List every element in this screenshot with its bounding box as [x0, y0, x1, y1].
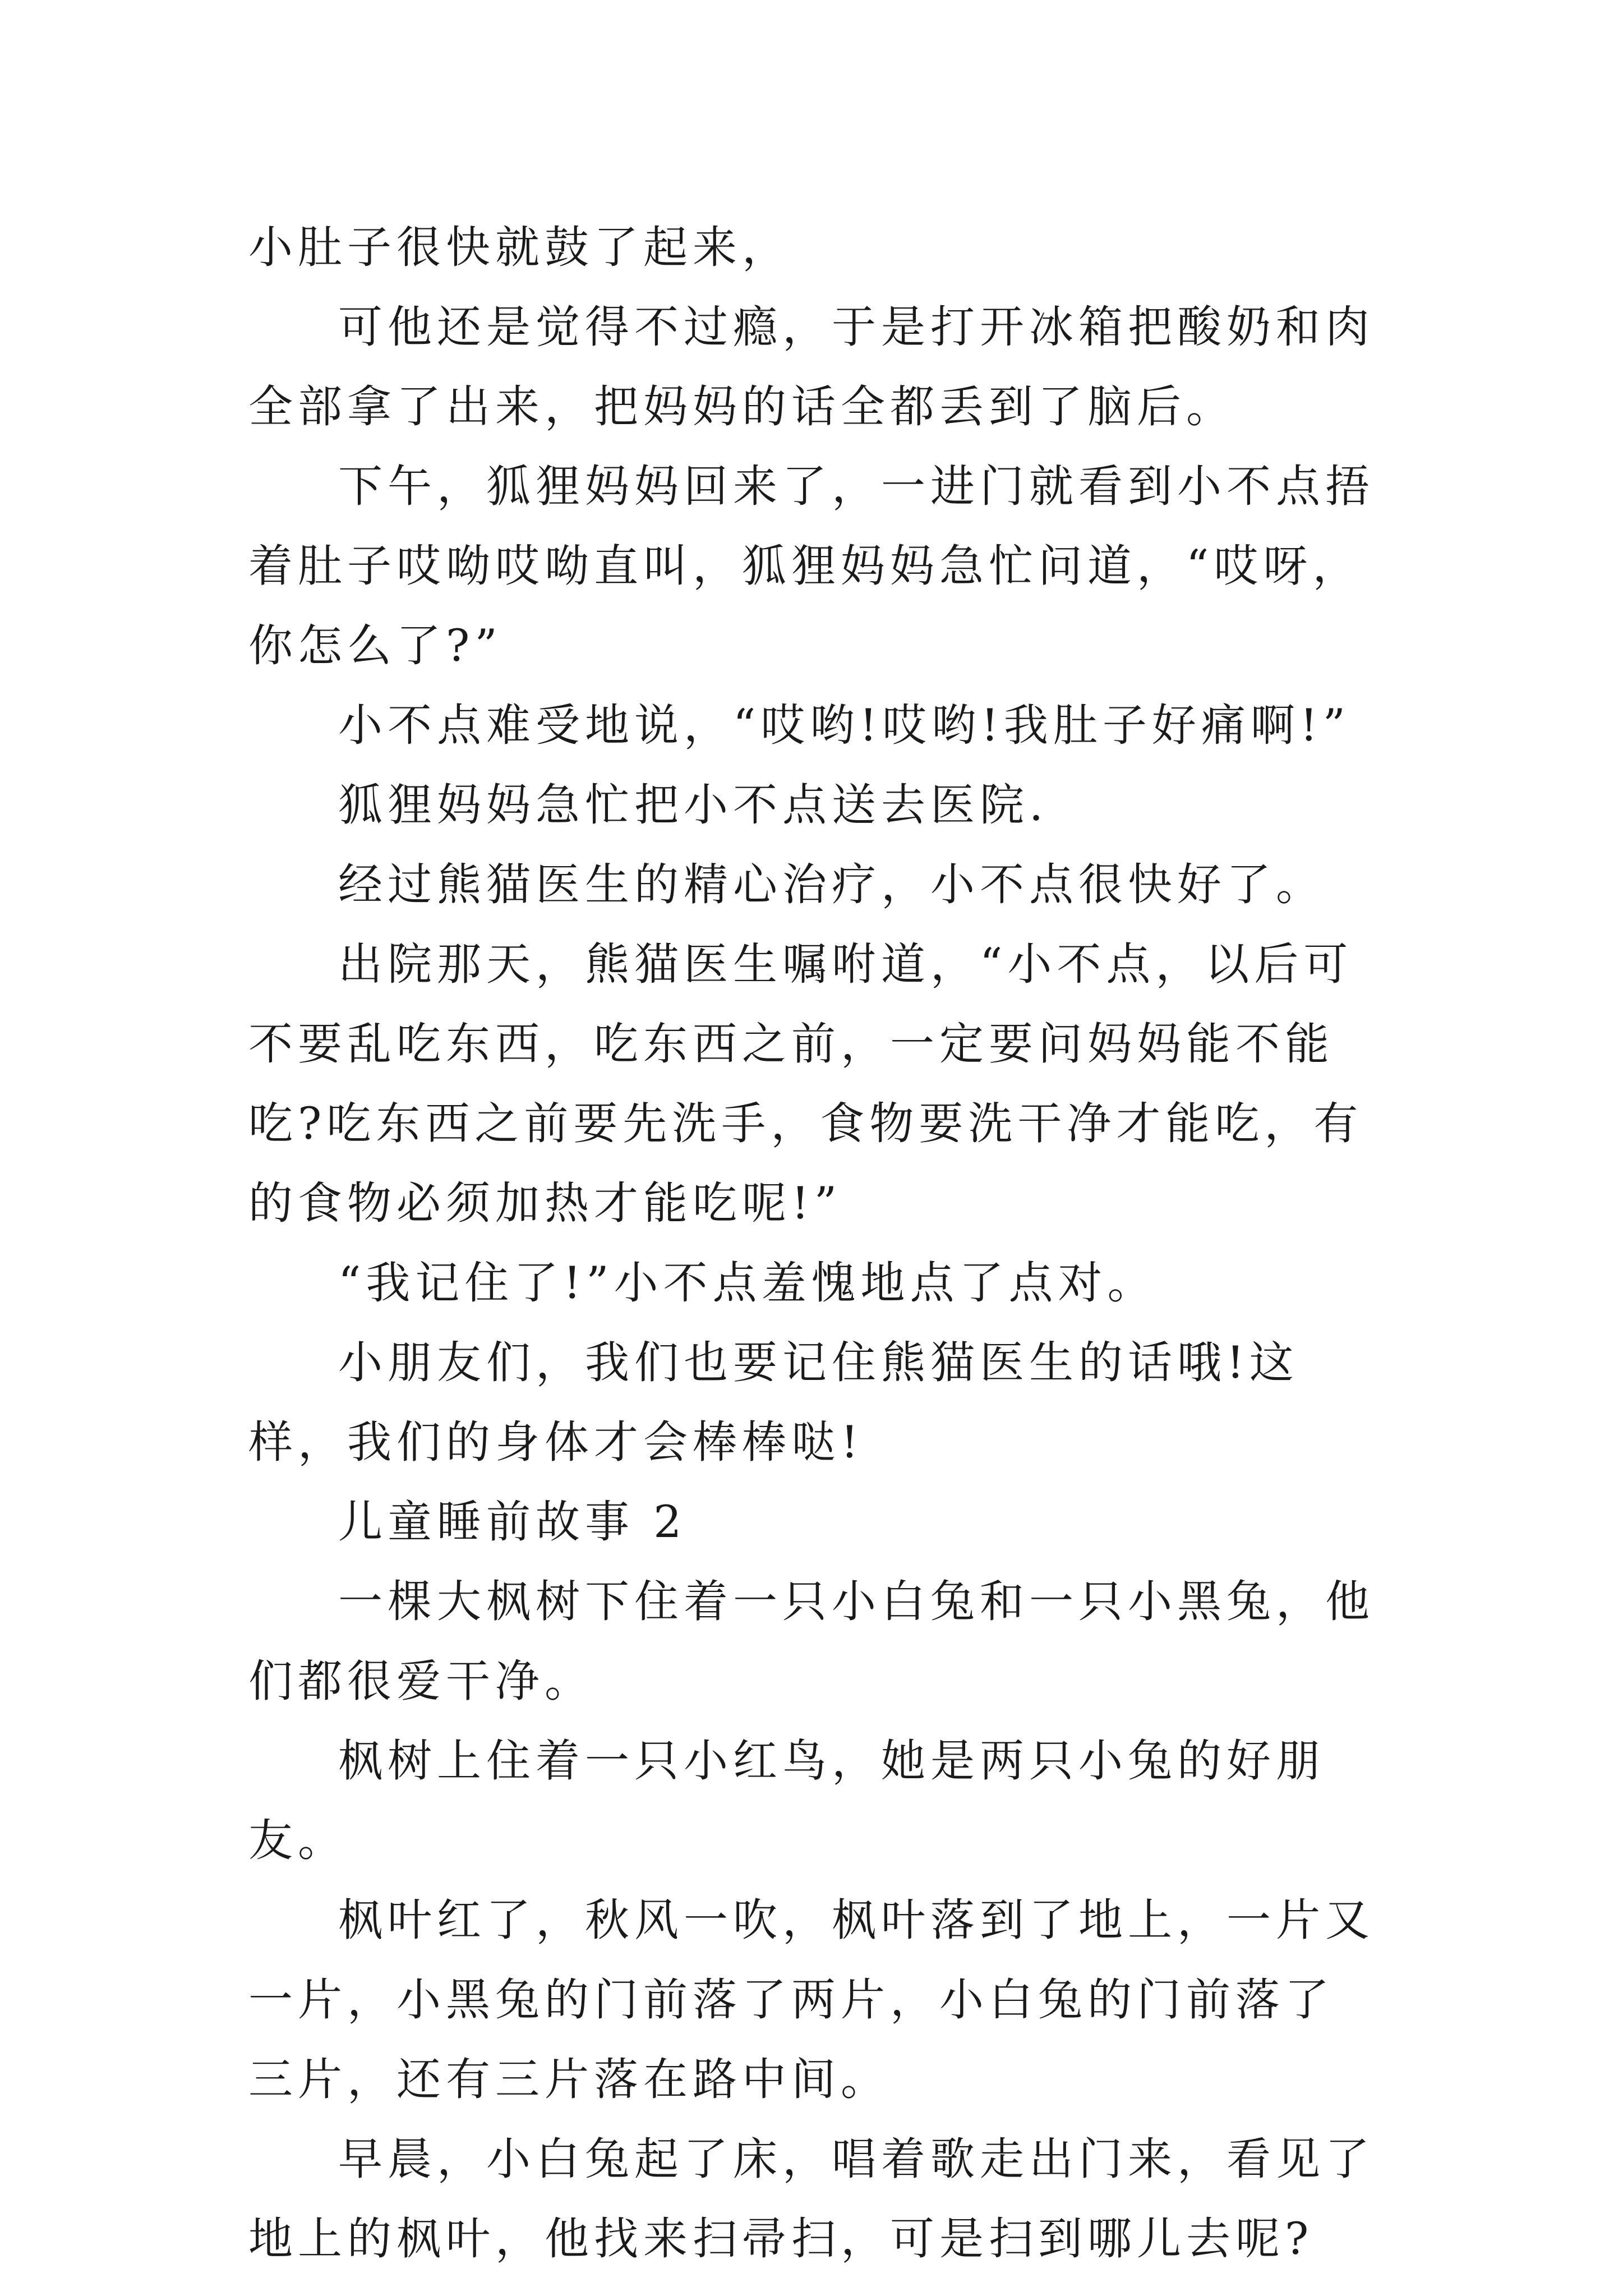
paragraph-9: 小朋友们，我们也要记住熊猫医生的话哦!这样，我们的身体才会棒棒哒! — [248, 1337, 1299, 1468]
paragraph-14: 早晨，小白兔起了床，唱着歌走出门来，看见了地上的枫叶，他找来扫帚扫，可是扫到哪儿去呢? — [248, 2133, 1375, 2265]
paragraph-5: 狐狸妈妈急忙把小不点送去医院. — [338, 779, 1049, 831]
paragraph-13: 枫叶红了，秋风一吹，枫叶落到了地上，一片又一片，小黑兔的门前落了两片，小白兔的门前落了三片，还有三片落在路中间。 — [248, 1894, 1375, 2105]
paragraph-11: 一棵大枫树下住着一只小白兔和一只小黑兔，他们都很爱干净。 — [248, 1576, 1375, 1707]
paragraph-7: 出院那天，熊猫医生嘱咐道，“小不点，以后可不要乱吃东西，吃东西之前，一定要问妈妈能不能吃?吃东西之前要先洗手，食物要洗干净才能吃，有的食物必须加热才能吃呢!” — [248, 938, 1363, 1229]
paragraph-2: 可他还是觉得不过瘾，于是打开冰箱把酸奶和肉全部拿了出来，把妈妈的话全都丢到了脑后。 — [248, 301, 1375, 432]
paragraph-6: 经过熊猫医生的精心治疗，小不点很快好了。 — [338, 859, 1325, 910]
paragraph-3: 下午，狐狸妈妈回来了，一进门就看到小不点捂着肚子哎呦哎呦直叫，狐狸妈妈急忙问道，“哎呀，你怎么了?” — [248, 461, 1375, 671]
paragraph-4: 小不点难受地说，“哎哟!哎哟!我肚子好痛啊!” — [338, 700, 1351, 751]
paragraph-8: “我记住了!”小不点羞愧地点了点对。 — [338, 1257, 1157, 1309]
section-heading: 儿童睡前故事 2 — [338, 1496, 687, 1548]
story-text — [248, 208, 1381, 2279]
paragraph-1: 小肚子很快就鼓了起来， — [248, 222, 791, 273]
paragraph-12: 枫树上住着一只小红鸟，她是两只小兔的好朋友。 — [248, 1735, 1325, 1866]
